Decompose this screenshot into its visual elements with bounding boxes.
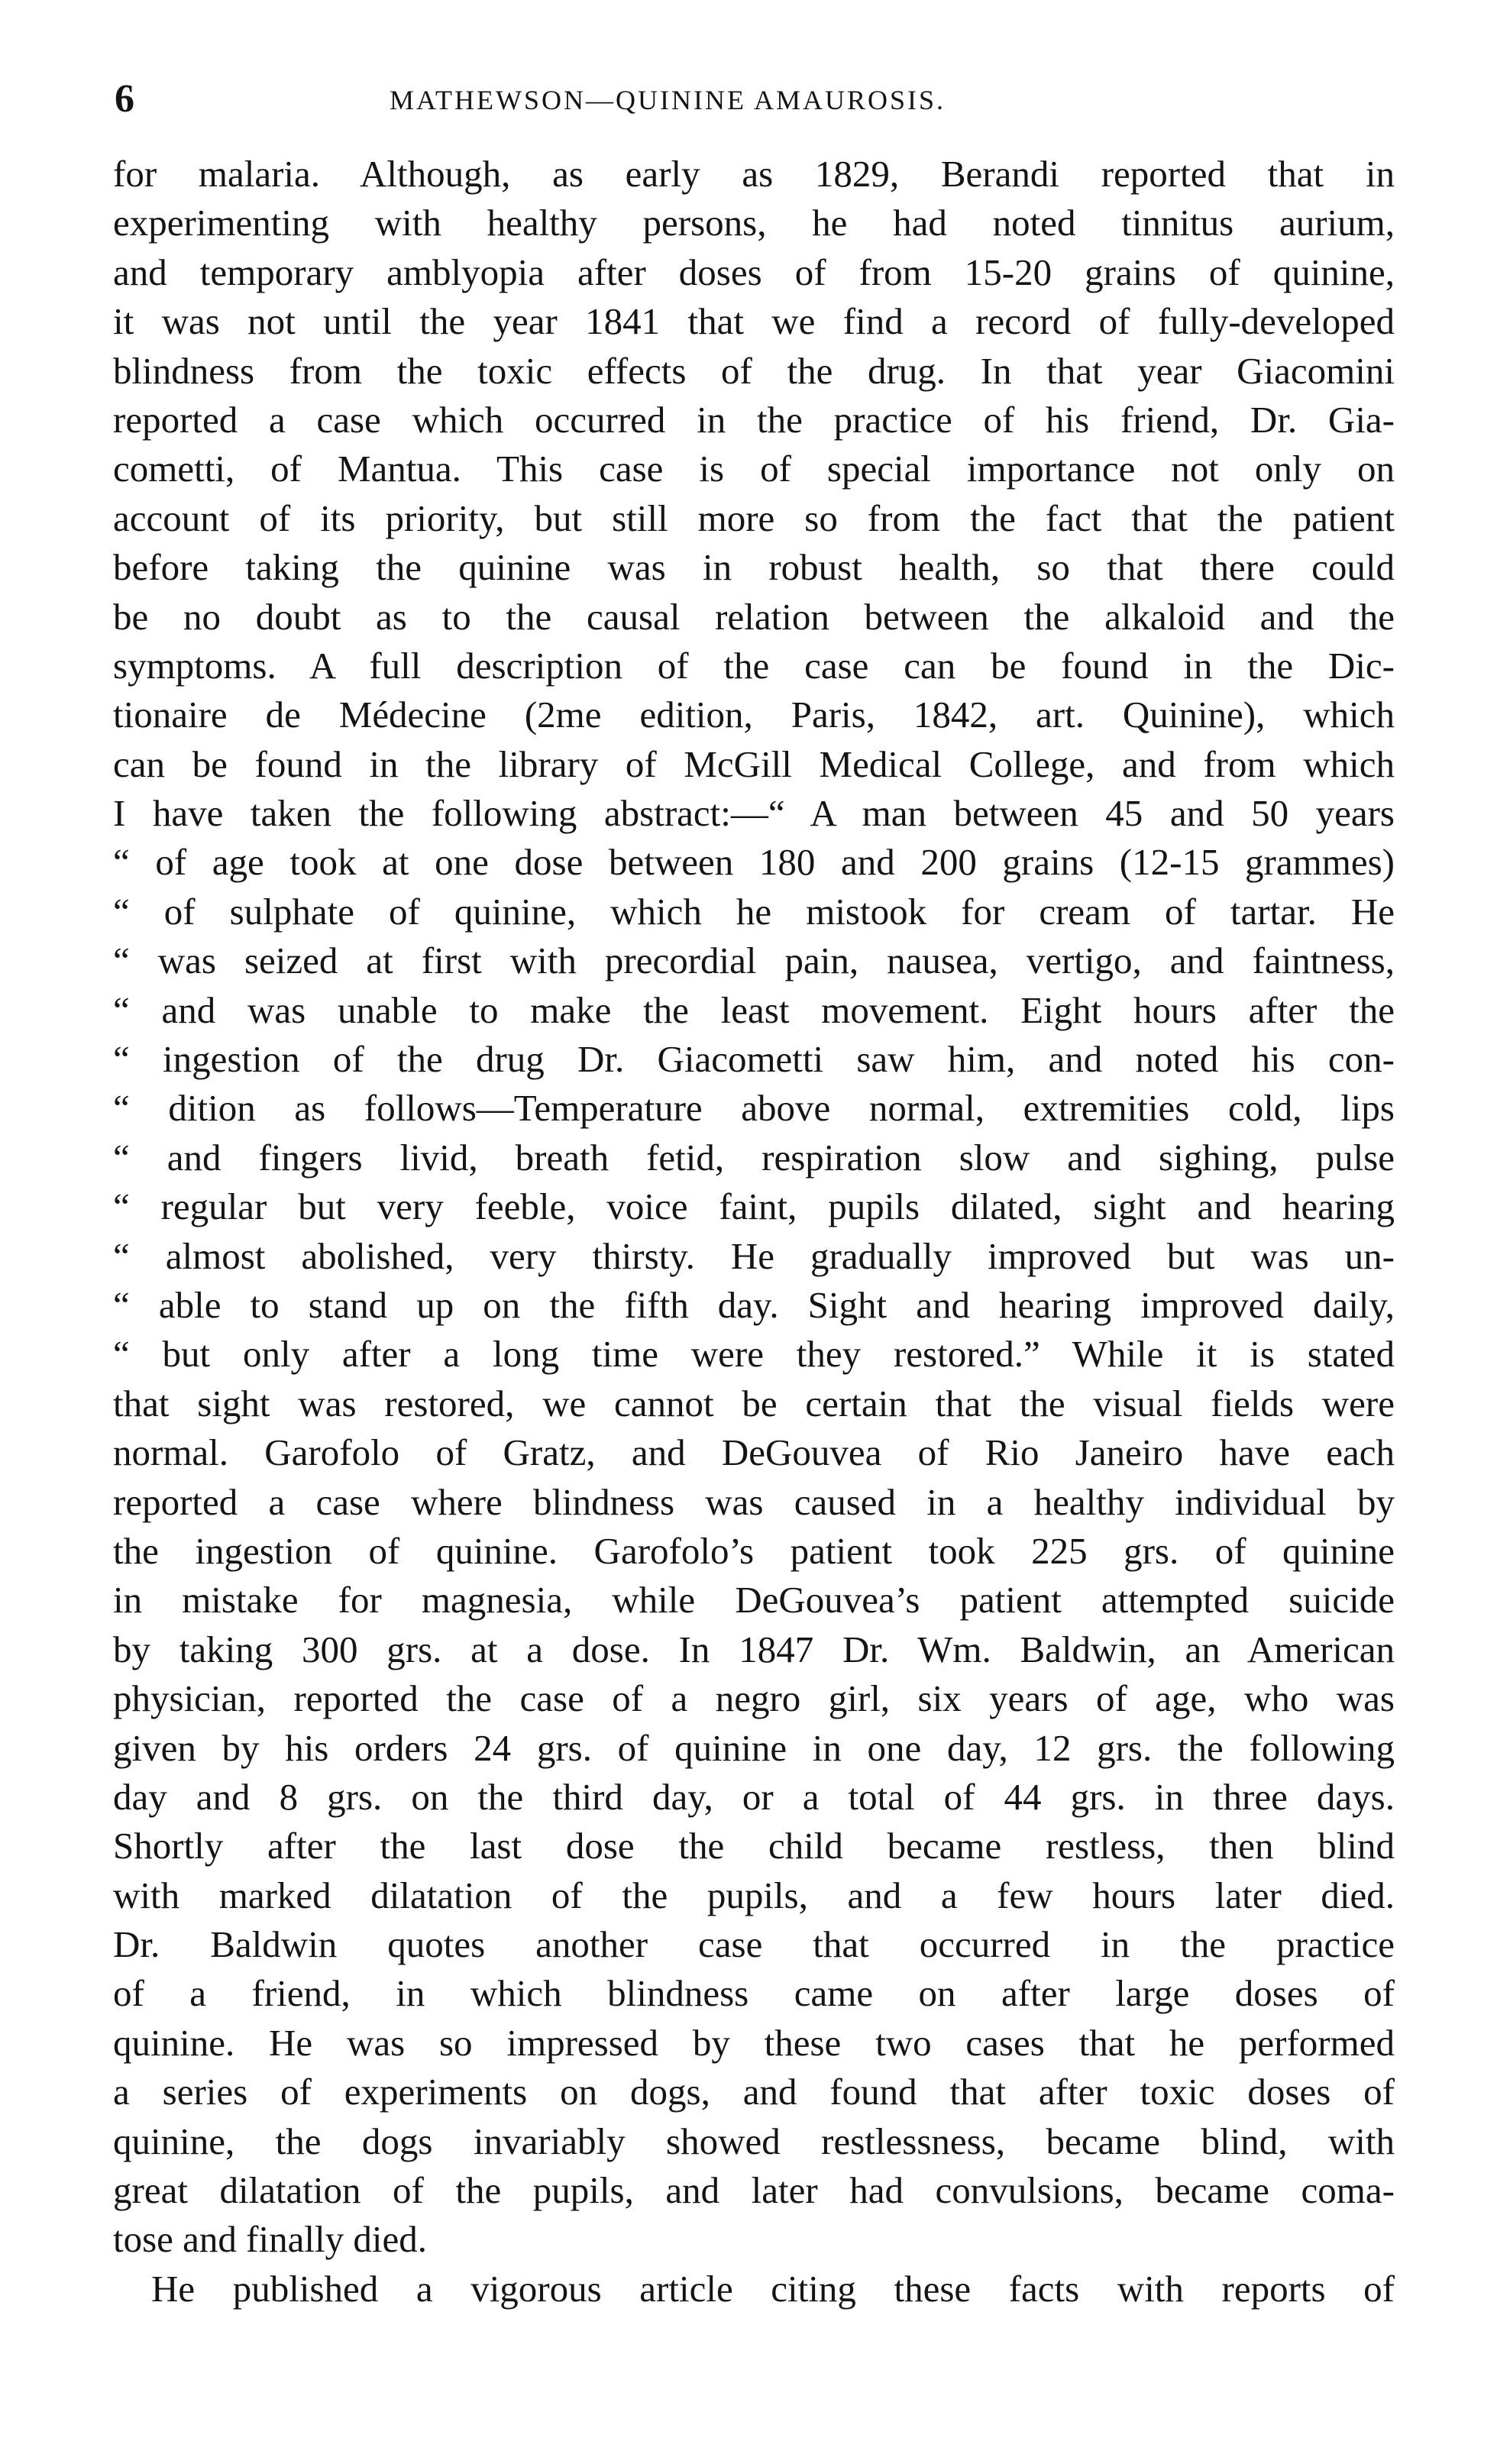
text-line: for malaria. Although, as early as 1829, Berandi reported that in <box>113 153 1395 195</box>
text-line: Dr. Baldwin quotes another case that occurred in the practice <box>113 1923 1395 1966</box>
text-line: “ of sulphate of quinine, which he mistook for cream of tartar. He <box>113 890 1395 933</box>
text-line: cometti, of Mantua. This case is of special importance not only on <box>113 448 1395 490</box>
text-line: “ of age took at one dose between 180 and 200 grains (12-15 grammes) <box>113 841 1395 884</box>
text-line: I have taken the following abstract:—“ A man between 45 and 50 years <box>113 792 1395 835</box>
text-line: that sight was restored, we cannot be certain that the visual fields were <box>113 1382 1395 1424</box>
text-line: physician, reported the case of a negro girl, six years of age, who was <box>113 1677 1395 1720</box>
body-text <box>113 150 1395 2314</box>
text-line: reported a case which occurred in the practice of his friend, Dr. Gia- <box>113 398 1395 441</box>
page-header <box>115 76 1413 130</box>
text-line: in mistake for magnesia, while DeGouvea’s patient attempted suicide <box>113 1579 1395 1622</box>
text-line: “ but only after a long time were they restored.” While it is stated <box>113 1333 1395 1376</box>
text-line: “ ingestion of the drug Dr. Giacometti saw him, and noted his con- <box>113 1038 1395 1081</box>
text-line: a series of experiments on dogs, and found that after toxic doses of <box>113 2071 1395 2113</box>
text-line: before taking the quinine was in robust health, so that there could <box>113 546 1395 589</box>
text-line: quinine. He was so impressed by these two cases that he performed <box>113 2021 1395 2064</box>
text-line: given by his orders 24 grs. of quinine in one day, 12 grs. the following <box>113 1726 1395 1769</box>
text-line: “ dition as follows—Temperature above normal, extremities cold, lips <box>113 1087 1395 1130</box>
page-number: 6 <box>115 77 135 121</box>
text-line: by taking 300 grs. at a dose. In 1847 Dr. Wm. Baldwin, an American <box>113 1628 1395 1670</box>
text-line: “ almost abolished, very thirsty. He gradually improved but was un- <box>113 1234 1395 1277</box>
text-line: normal. Garofolo of Gratz, and DeGouvea of Rio Janeiro have each <box>113 1431 1395 1474</box>
text-line: day and 8 grs. on the third day, or a total of 44 grs. in three days. <box>113 1775 1395 1818</box>
text-line: the ingestion of quinine. Garofolo’s patient took 225 grs. of quinine <box>113 1529 1395 1572</box>
text-line: blindness from the toxic effects of the drug. In that year Giacomini <box>113 349 1395 392</box>
text-line: He published a vigorous article citing these facts with reports of <box>151 2267 1395 2310</box>
text-line: “ and fingers livid, breath fetid, respiration slow and sighing, pulse <box>113 1136 1395 1179</box>
text-line: tionaire de Médecine (2me edition, Paris, 1842, art. Quinine), which <box>113 694 1395 736</box>
text-line: account of its priority, but still more so from the fact that the patient <box>113 496 1395 539</box>
text-line: be no doubt as to the causal relation between the alkaloid and the <box>113 595 1395 638</box>
text-line: tose and finally died. <box>113 2218 427 2261</box>
text-line: it was not until the year 1841 that we find a record of fully-developed <box>113 300 1395 343</box>
text-line: great dilatation of the pupils, and later had convulsions, became coma- <box>113 2169 1395 2212</box>
text-line: “ regular but very feeble, voice faint, pupils dilated, sight and hearing <box>113 1185 1395 1228</box>
text-line: Shortly after the last dose the child became restless, then blind <box>113 1825 1395 1867</box>
running-head: MATHEWSON—QUININE AMAUROSIS. <box>390 85 946 115</box>
text-line: symptoms. A full description of the case can be found in the Dic- <box>113 644 1395 687</box>
text-line: of a friend, in which blindness came on after large doses of <box>113 1972 1395 2015</box>
text-line: and temporary amblyopia after doses of from 15-20 grains of quinine, <box>113 251 1395 293</box>
text-line: “ was seized at first with precordial pain, nausea, vertigo, and faintness, <box>113 939 1395 982</box>
text-line: with marked dilatation of the pupils, and a few hours later died. <box>113 1874 1395 1916</box>
text-line: can be found in the library of McGill Medical College, and from which <box>113 742 1395 785</box>
text-line: “ able to stand up on the fifth day. Sight and hearing improved daily, <box>113 1283 1395 1326</box>
text-line: reported a case where blindness was caused in a healthy individual by <box>113 1480 1395 1523</box>
text-line: experimenting with healthy persons, he had noted tinnitus aurium, <box>113 202 1395 244</box>
text-line: quinine, the dogs invariably showed restlessness, became blind, with <box>113 2120 1395 2162</box>
text-line: “ and was unable to make the least movement. Eight hours after the <box>113 988 1395 1031</box>
